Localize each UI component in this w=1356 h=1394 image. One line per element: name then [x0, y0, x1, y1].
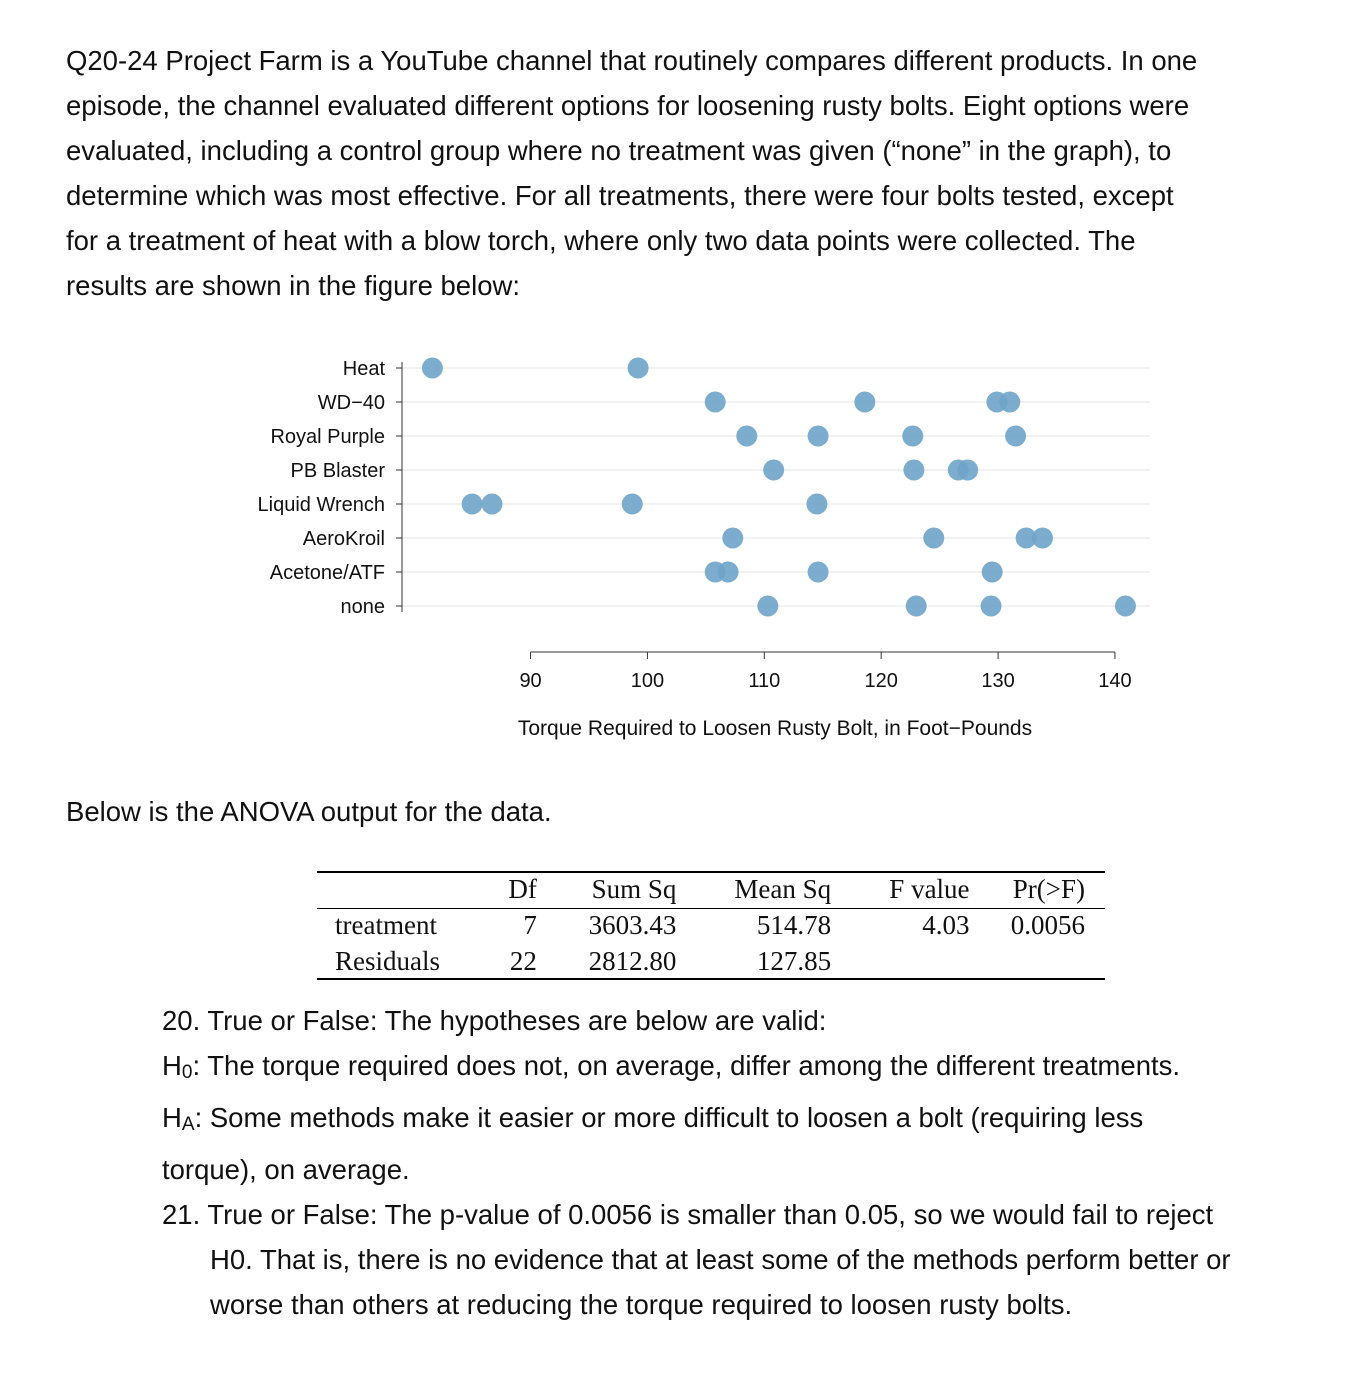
data-point	[718, 562, 739, 583]
data-point	[763, 460, 784, 481]
intro-line: evaluated, including a control group where no treatment was given (“none” in the graph), to	[66, 135, 1172, 166]
data-point	[902, 426, 923, 447]
anova-row-treatment	[317, 907, 1105, 943]
intro-line: episode, the channel evaluated different options for loosening rusty bolts. Eight options were	[66, 90, 1190, 121]
anova-row-residuals	[317, 943, 1105, 979]
question-21: 21. True or False: The p-value of 0.0056 is smaller than 0.05, so we would fail to reject	[162, 1199, 1214, 1230]
data-point	[481, 494, 502, 515]
data-point	[736, 426, 757, 447]
anova-header: Pr(>F)	[1012, 873, 1085, 904]
anova-cell: 514.78	[756, 909, 832, 940]
anova-intro: Below is the ANOVA output for the data.	[66, 796, 552, 827]
x-tick-label: 130	[981, 670, 1015, 692]
data-point	[923, 528, 944, 549]
data-point	[808, 562, 829, 583]
anova-cell: Residuals	[335, 945, 440, 976]
alt-hypothesis	[162, 1095, 1332, 1147]
alt-hypothesis-cont: torque), on average.	[162, 1154, 410, 1185]
anova-cell: 127.85	[756, 945, 832, 976]
data-point	[854, 392, 875, 413]
x-tick-label: 120	[864, 670, 898, 692]
ha-prefix: H	[162, 1102, 182, 1133]
ha-subscript: A	[181, 1114, 195, 1135]
anova-header: Df	[508, 873, 537, 904]
data-points	[422, 358, 1136, 617]
y-tick-label: Liquid Wrench	[257, 494, 385, 516]
data-point	[1032, 528, 1053, 549]
data-point	[722, 528, 743, 549]
data-point	[622, 494, 643, 515]
questions	[162, 998, 1332, 1327]
x-axis-label: Torque Required to Loosen Rusty Bolt, in Foot−Pounds	[517, 717, 1033, 740]
h0-prefix: H	[162, 1050, 182, 1081]
anova-cell: 4.03	[922, 909, 970, 940]
data-point	[808, 426, 829, 447]
data-point	[903, 460, 924, 481]
data-point	[757, 596, 778, 617]
intro-paragraph	[66, 38, 1296, 308]
y-tick-label: Heat	[342, 358, 385, 380]
data-point	[999, 392, 1020, 413]
grid-lines	[402, 368, 1150, 606]
anova-header: F value	[889, 873, 970, 904]
data-point	[957, 460, 978, 481]
question-21-cont: worse than others at reducing the torque required to loosen rusty bolts.	[210, 1289, 1073, 1320]
y-tick-label: WD−40	[317, 392, 385, 414]
question-21-cont: H0. That is, there is no evidence that at least some of the methods perform better or	[210, 1244, 1231, 1275]
data-point	[462, 494, 483, 515]
null-hypothesis	[162, 1043, 1332, 1095]
x-tick-label: 110	[748, 670, 781, 692]
anova-cell: treatment	[335, 909, 437, 940]
data-point	[982, 562, 1003, 583]
data-point	[422, 358, 443, 379]
data-point	[806, 494, 827, 515]
anova-cell	[831, 943, 969, 979]
x-tick-label: 140	[1098, 670, 1132, 692]
anova-cell	[970, 943, 1105, 979]
anova-header: Sum Sq	[591, 873, 677, 904]
intro-line: Q20-24 Project Farm is a YouTube channel that routinely compares different products. In one	[66, 45, 1198, 76]
y-tick-label: Acetone/ATF	[269, 562, 385, 584]
data-point	[906, 596, 927, 617]
torque-dot-plot	[0, 340, 1200, 750]
data-point	[628, 358, 649, 379]
y-tick-label: PB Blaster	[290, 460, 385, 482]
anova-cell: 2812.80	[588, 945, 677, 976]
anova-cell: 3603.43	[588, 909, 677, 940]
h0-subscript: 0	[181, 1062, 193, 1083]
anova-header	[317, 871, 470, 907]
anova-cell: 7	[523, 909, 537, 940]
anova-cell: 0.0056	[1010, 909, 1085, 940]
anova-header: Mean Sq	[734, 873, 832, 904]
intro-line: determine which was most effective. For all treatments, there were four bolts tested, except	[66, 180, 1174, 211]
data-point	[1005, 426, 1026, 447]
ha-text: : Some methods make it easier or more difficult to loosen a bolt (requiring less	[194, 1102, 1144, 1133]
anova-cell: 22	[509, 945, 537, 976]
data-point	[705, 392, 726, 413]
x-tick-label: 100	[630, 670, 665, 692]
h0-text: : The torque required does not, on average, differ among the different treatments.	[192, 1050, 1181, 1081]
question-20: 20. True or False: The hypotheses are below are valid:	[162, 1005, 827, 1036]
anova-header-row	[317, 871, 1105, 907]
y-tick-label: AeroKroil	[302, 528, 385, 550]
intro-line: for a treatment of heat with a blow torch, where only two data points were collected. The	[66, 225, 1136, 256]
data-point	[981, 596, 1002, 617]
data-point	[1115, 596, 1136, 617]
y-tick-label: Royal Purple	[270, 426, 385, 448]
x-tick-label: 90	[519, 670, 542, 692]
intro-line: results are shown in the figure below:	[66, 270, 520, 301]
y-tick-label: none	[340, 596, 385, 618]
